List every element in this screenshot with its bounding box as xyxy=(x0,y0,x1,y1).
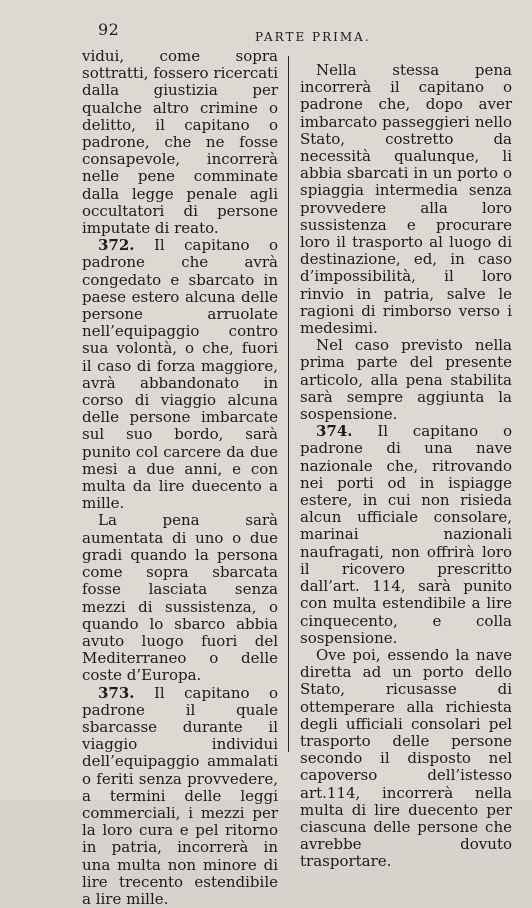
right-column xyxy=(300,62,512,871)
paragraph-passengers: Nella stessa pena incorrerà il capitano o padrone che, dopo aver imbarcato passeggieri nello Stato, costretto da necessità qualunque, li abbia sbarcati in un porto o spiaggia intermedia senza provvedere alla loro sussistenza e procurare loro il trasporto al luogo di destinazione, ed, in caso d’impossibilità, il loro rinvio in patria, salve le ragioni di rimborso verso i medesimi. xyxy=(300,61,512,338)
paragraph-aggravation: La pena sarà aumentata di uno o due gradi quando la persona come sopra sbarcata fosse lasciata senza mezzi di sussistenza, o quando lo sbarco abbia avuto luogo fuori del Mediterraneo o delle coste d’Europa. xyxy=(82,511,278,685)
article-number: 373. xyxy=(98,683,135,702)
article-372 xyxy=(82,237,278,512)
running-head: PARTE PRIMA. xyxy=(255,30,371,44)
paragraph-continuation: vidui, come sopra sottratti, fossero ricercati dalla giustizia per qualche altro crimine o delitto, il capitano o padrone, che ne fosse consapevole, incorrerà nelle pene comminate dalla legge penale agli occultatori di persone imputate di reato. xyxy=(82,47,278,238)
column-divider xyxy=(288,56,289,752)
paragraph-suspension: Nel caso previsto nella prima parte del presente articolo, alla pena stabilita sarà sempre aggiunta la sospensione. xyxy=(300,336,512,424)
left-column xyxy=(82,48,278,908)
paragraph-consular-request: Ove poi, essendo la nave diretta ad un porto dello Stato, ricusasse di ottemperare alla richiesta degli ufficiali consolari pel trasporto delle persone secondo il disposto nel capoverso dell’istesso art.114, incorrerà nella multa di lire duecento per ciascuna delle persone che avrebbe dovuto trasportare. xyxy=(300,645,512,871)
article-number: 374. xyxy=(316,422,353,441)
article-text: Il capitano o padrone di una nave nazionale che, ritrovando nei porti od in ispiagge estere, in cui non risieda alcun ufficiale consolare, marinai nazionali naufragati, non offrirà loro il ricovero prescritto dall’art. 114, sarà punito con multa estendibile a lire cinquecento, e colla sospensione. xyxy=(300,422,512,647)
article-374 xyxy=(300,423,512,647)
article-373 xyxy=(82,685,278,908)
article-text: Il capitano o padrone che avrà congedato e sbarcato in paese estero alcuna delle persone arruolate nell’equipaggio contro sua volontà, o che, fuori il caso di forza maggiore, avrà abbandonato in corso di viaggio alcuna delle persone imbarcate sul suo bordo, sarà punito col carcere da due mesi a due anni, e con multa da lire duecento a mille. xyxy=(82,236,278,513)
article-number: 372. xyxy=(98,236,135,255)
page-number: 92 xyxy=(98,20,120,39)
article-text: Il capitano o padrone il quale sbarcasse durante il viaggio individui dell’equipaggio ammalati o feriti senza provvedere, a termini delle leggi commerciali, i mezzi per la loro cura e pel ritorno in patria, incorrerà in una multa non minore di lire trecento estendibile a lire mille. xyxy=(82,683,278,908)
